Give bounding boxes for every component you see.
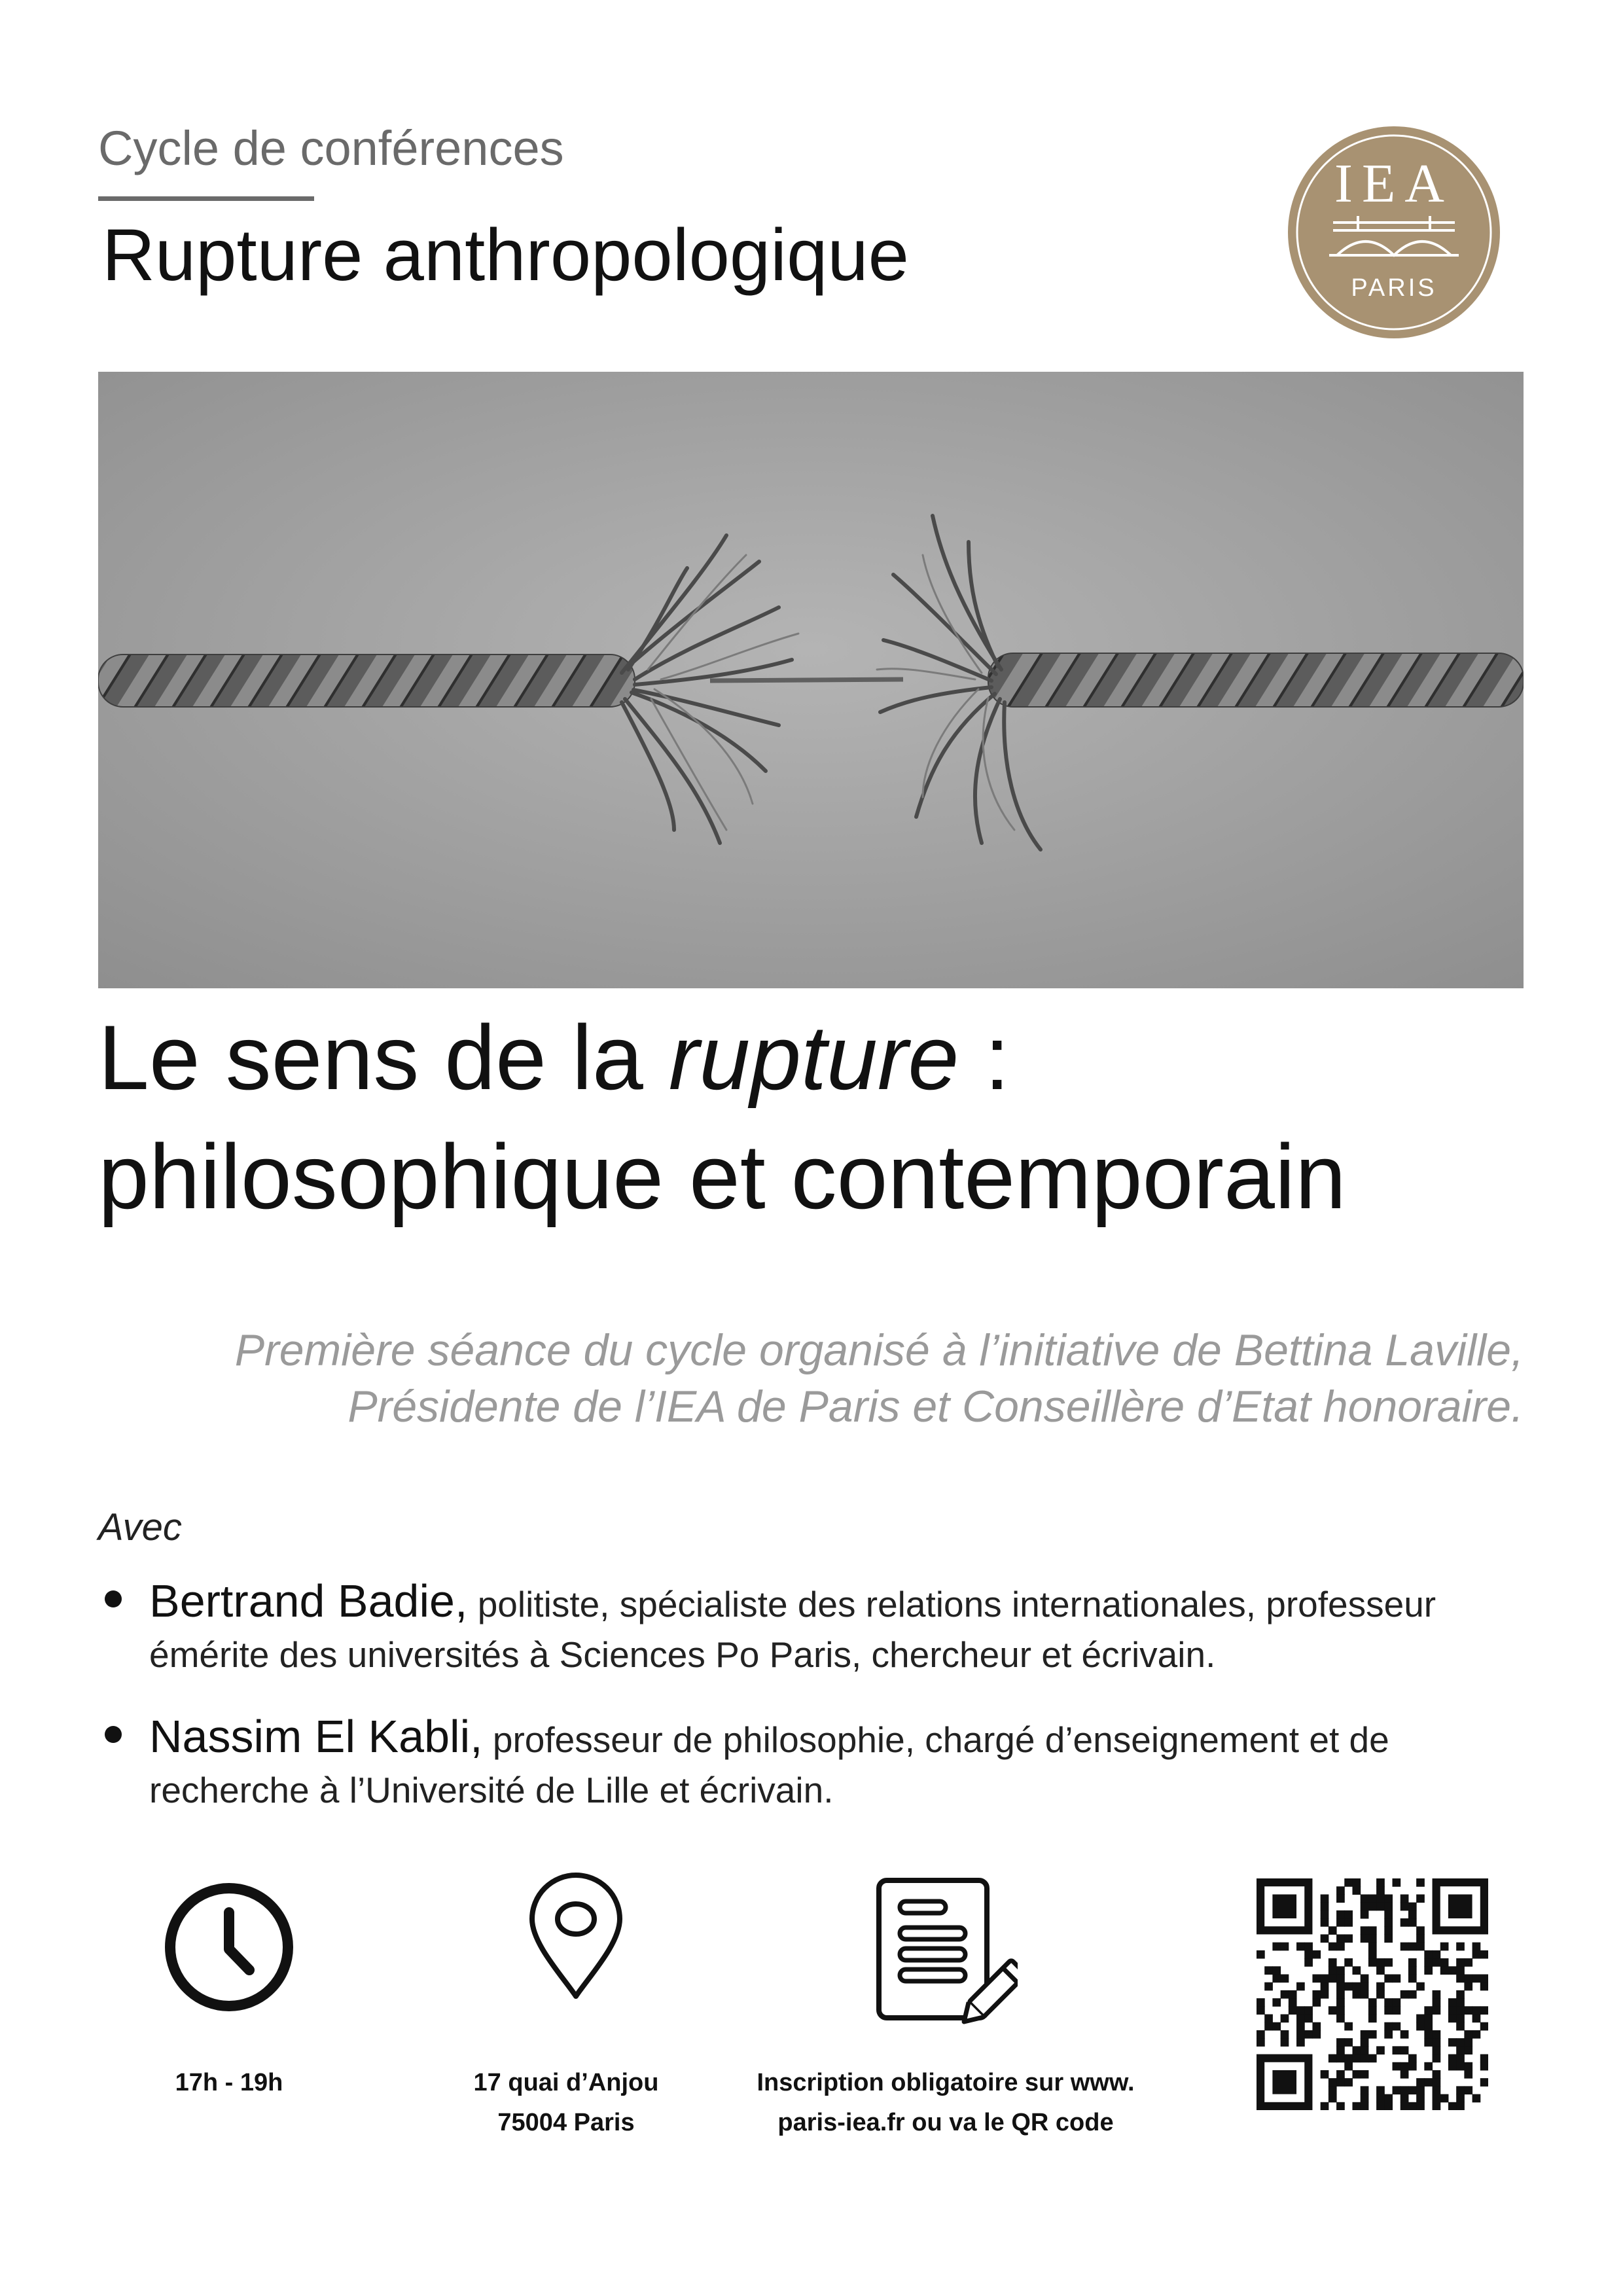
location-line-2: 75004 Paris (497, 2108, 635, 2136)
speaker-item (98, 1706, 1538, 1814)
bullet-icon (105, 1590, 122, 1607)
series-divider (98, 196, 314, 201)
registration-line-2[interactable]: paris-iea.fr ou va le QR code (777, 2108, 1114, 2136)
location-label (432, 2063, 700, 2143)
registration-label (730, 2063, 1162, 2143)
clock-icon (160, 1878, 298, 2019)
speaker-list (98, 1571, 1538, 1842)
registration-line-1: Inscription obligatoire sur www. (757, 2069, 1135, 2096)
bullet-icon (105, 1726, 122, 1743)
qr-code-icon[interactable] (1257, 1878, 1488, 2110)
speaker-name: Nassim El Kabli, (149, 1710, 483, 1762)
avec-label: Avec (98, 1506, 182, 1549)
logo-city: PARIS (1351, 274, 1437, 302)
location-line-1: 17 quai d’Anjou (473, 2069, 659, 2096)
subtitle (131, 1322, 1524, 1435)
document-pen-icon (874, 1875, 1018, 2042)
speaker-description: politiste, spécialiste des relations internationales, professeur émérite des universités à Sciences Po Paris, chercheur et écrivain. (149, 1584, 1436, 1676)
speaker-name: Bertrand Badie, (149, 1575, 468, 1626)
main-title-line-2: philosophique et contemporain (98, 1125, 1346, 1228)
main-title-line-1: Le sens de la rupture : (98, 1006, 1010, 1109)
time-label: 17h - 19h (175, 2069, 283, 2096)
series-label: Cycle de conférences (98, 121, 564, 175)
subtitle-line-2: Présidente de l’IEA de Paris et Conseillère d’Etat honoraire. (348, 1382, 1524, 1432)
iea-paris-logo (1286, 124, 1502, 340)
speaker-item (98, 1571, 1538, 1679)
series-title: Rupture anthropologique (102, 214, 909, 296)
location-pin-icon (527, 1872, 625, 2006)
subtitle-line-1: Première séance du cycle organisé à l’initiative de Bettina Laville, (234, 1325, 1524, 1375)
main-title (98, 998, 1538, 1236)
hero-image-broken-rope (98, 372, 1524, 988)
speaker-description: professeur de philosophie, chargé d’enseignement et de recherche à l’Université de Lille et écrivain. (149, 1719, 1389, 1811)
logo-letters: IEA (1334, 153, 1454, 214)
title-emphasis: rupture (668, 1006, 959, 1109)
